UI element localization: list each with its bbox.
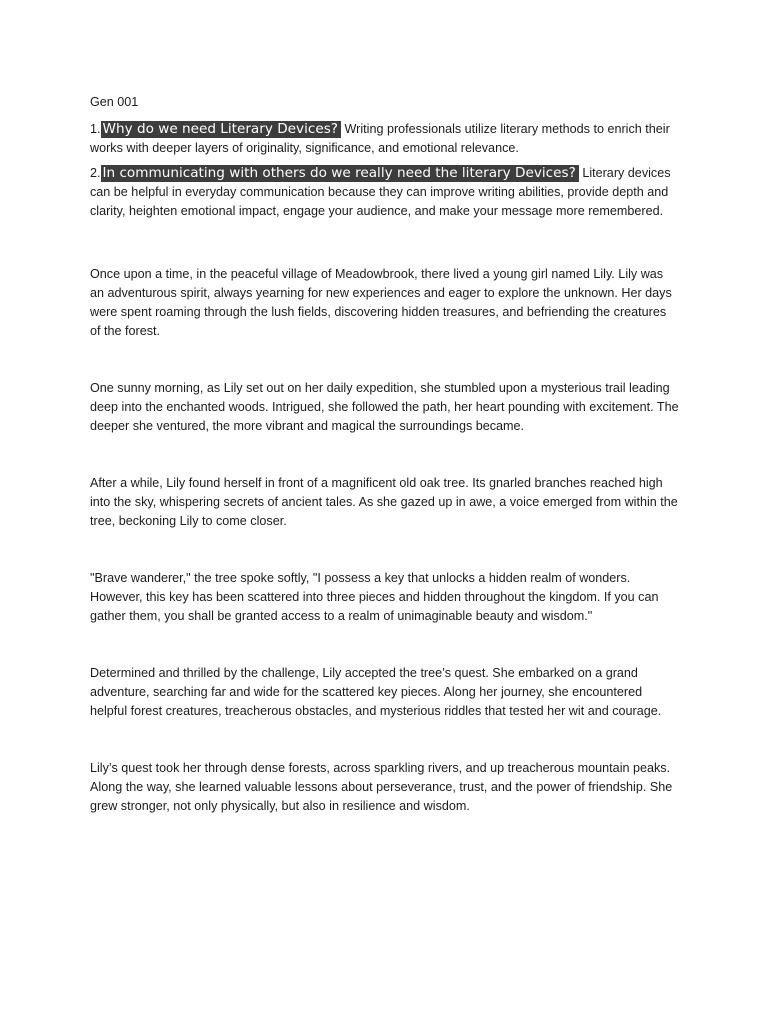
story-paragraph-3: After a while, Lily found herself in front of a magnificent old oak tree. Its gnarled branches reached high into the sky, whispering secrets of ancient tales. As she gazed up in awe, a voice emerged from within the tree, beckoning Lily to come closer. [90,476,678,528]
document-id-label: Gen 001 [90,95,139,109]
story-paragraph-4: "Brave wanderer," the tree spoke softly, "I possess a key that unlocks a hidden realm of wonders. However, this key has been scattered into three pieces and hidden throughout the kingdom. If you can gather them, you shall be granted access to a realm of unimaginable beauty and wisdom." [90,571,659,623]
document-body [90,93,680,854]
story-paragraph-6: Lily’s quest took her through dense forests, across sparkling rivers, and up treacherous mountain peaks. Along the way, she learned valuable lessons about perseverance, trust, and the power of friendship. She grew stronger, not only physically, but also in resilience and wisdom. [90,761,673,813]
highlighted-question: In communicating with others do we really need the literary Devices? [101,165,579,182]
answer-text: Literary devices can be helpful in everyday communication because they can improve writing abilities, provide depth and clarity, heighten emotional impact, engage your audience, and make your message more remembered. [90,166,671,218]
question-answer-1 [90,120,680,158]
highlighted-question: Why do we need Literary Devices? [101,121,342,138]
story-paragraph-2: One sunny morning, as Lily set out on her daily expedition, she stumbled upon a mysterious trail leading deep into the enchanted woods. Intrigued, she followed the path, her heart pounding with excitement. The deeper she ventured, the more vibrant and magical the surroundings became. [90,381,679,433]
answer-text: Writing professionals utilize literary methods to enrich their works with deeper layers of originality, significance, and emotional relevance. [90,122,670,155]
story-section [90,265,680,816]
story-paragraph-1: Once upon a time, in the peaceful village of Meadowbrook, there lived a young girl named Lily. Lily was an adventurous spirit, always yearning for new experiences and eager to explore the unknown. Her days were spent roaming through the lush fields, discovering hidden treasures, and befriending the creatures of the forest. [90,267,672,338]
paragraph-spacer [90,227,680,265]
story-paragraph-5: Determined and thrilled by the challenge, Lily accepted the tree’s quest. She embarked on a grand adventure, searching far and wide for the scattered key pieces. Along her journey, she encountered helpful forest creatures, treacherous obstacles, and mysterious riddles that tested her wit and courage. [90,666,662,718]
question-number: 1. [90,122,101,136]
question-answer-2 [90,164,680,221]
question-number: 2. [90,166,101,180]
